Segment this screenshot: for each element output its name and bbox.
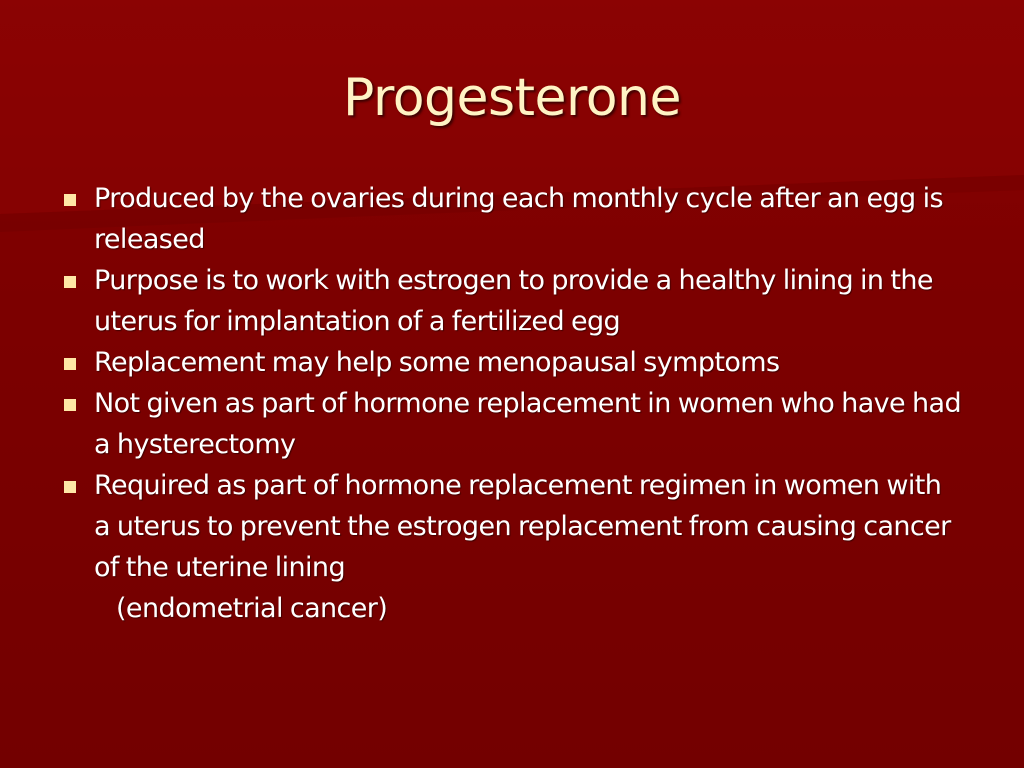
slide-title: Progesterone: [343, 68, 681, 128]
bullet-item: [62, 342, 962, 383]
square-bullet-icon: [64, 358, 76, 370]
bullet-text: Replacement may help some menopausal symptoms: [94, 347, 780, 378]
bullet-item: [62, 383, 962, 465]
bullet-continuation: (endometrial cancer): [116, 593, 388, 624]
square-bullet-icon: [64, 194, 76, 206]
square-bullet-icon: [64, 276, 76, 288]
bullet-text: Produced by the ovaries during each monthly cycle after an egg is released: [94, 183, 943, 255]
bullet-text: Purpose is to work with estrogen to provide a healthy lining in the uterus for implantation of a fertilized egg: [94, 265, 933, 337]
bullet-item: [62, 260, 962, 342]
bullet-text: Required as part of hormone replacement regimen in women with a uterus to prevent the estrogen replacement from causing cancer of the uterine lining: [94, 470, 951, 583]
bullet-list: [62, 178, 962, 629]
bullet-text: Not given as part of hormone replacement in women who have had a hysterectomy: [94, 388, 962, 460]
bullet-item: [62, 178, 962, 260]
square-bullet-icon: [64, 481, 76, 493]
square-bullet-icon: [64, 399, 76, 411]
bullet-item: [62, 465, 962, 629]
